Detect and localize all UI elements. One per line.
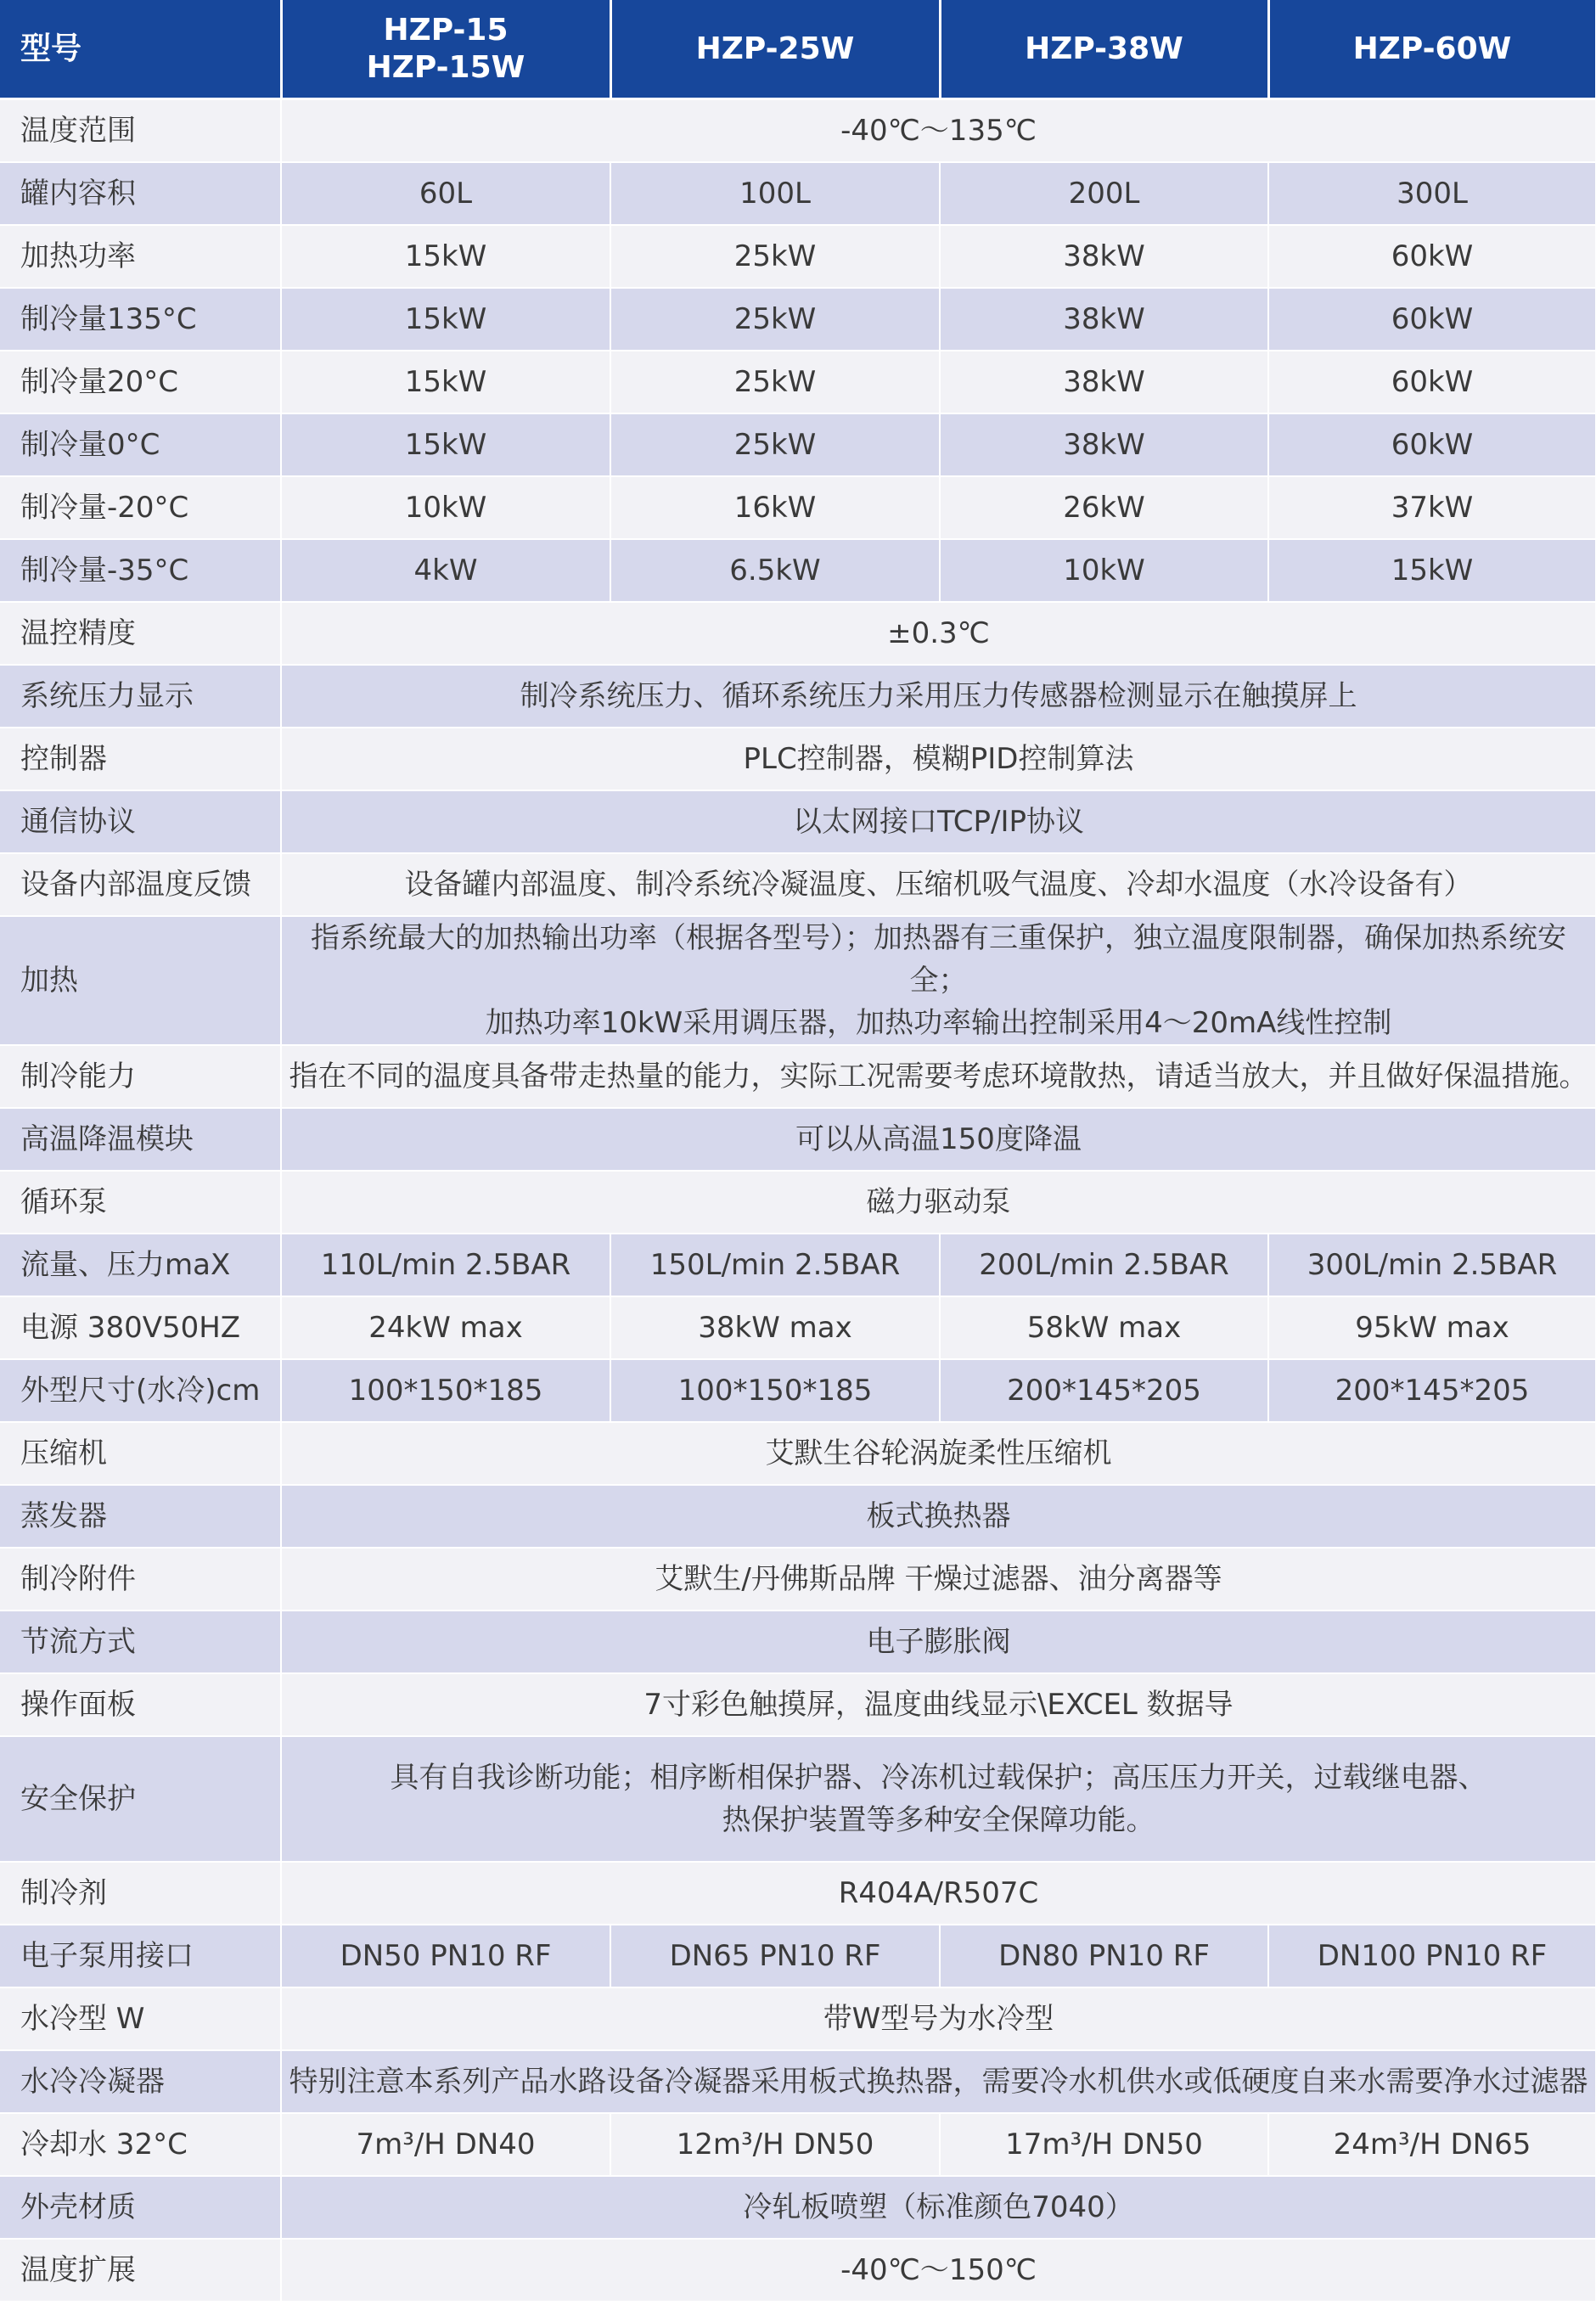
spec-value: 110L/min 2.5BAR: [281, 1234, 610, 1296]
table-row: [0, 602, 1596, 665]
spec-value: 24m³/H DN65: [1268, 2113, 1596, 2176]
spec-value: 25kW: [610, 288, 940, 351]
row-label: 电源 380V50HZ: [0, 1296, 281, 1359]
table-row: [0, 225, 1596, 288]
spec-value: DN80 PN10 RF: [940, 1925, 1268, 1987]
spec-value: 150L/min 2.5BAR: [610, 1234, 940, 1296]
spec-value: 可以从高温150度降温: [281, 1108, 1596, 1171]
table-row: [0, 99, 1596, 162]
row-label: 制冷量135°C: [0, 288, 281, 351]
table-row: [0, 351, 1596, 413]
spec-value: 200*145*205: [940, 1359, 1268, 1422]
spec-value: 4kW: [281, 539, 610, 602]
row-label: 水冷冷凝器: [0, 2050, 281, 2113]
spec-value: 25kW: [610, 225, 940, 288]
spec-value: 200*145*205: [1268, 1359, 1596, 1422]
table-row: [0, 728, 1596, 790]
table-row: [0, 665, 1596, 728]
table-row: [0, 1987, 1596, 2050]
table-row: [0, 1234, 1596, 1296]
table-row: [0, 413, 1596, 476]
model-header: HZP-38W: [940, 0, 1268, 99]
spec-value: 37kW: [1268, 476, 1596, 539]
row-label: 制冷剂: [0, 1862, 281, 1925]
model-label-header: 型号: [0, 0, 281, 99]
spec-value: ±0.3℃: [281, 602, 1596, 665]
table-row: [0, 476, 1596, 539]
spec-value: DN65 PN10 RF: [610, 1925, 940, 1987]
spec-value: 特别注意本系列产品水路设备冷凝器采用板式换热器，需要冷水机供水或低硬度自来水需要净水过滤器: [281, 2050, 1596, 2113]
table-row: [0, 1359, 1596, 1422]
spec-value: 艾默生/丹佛斯品牌 干燥过滤器、油分离器等: [281, 1548, 1596, 1611]
spec-value: 板式换热器: [281, 1485, 1596, 1548]
row-label: 循环泵: [0, 1171, 281, 1234]
row-label: 制冷能力: [0, 1045, 281, 1108]
row-label: 制冷附件: [0, 1548, 281, 1611]
table-row: [0, 539, 1596, 602]
row-label: 高温降温模块: [0, 1108, 281, 1171]
spec-value: 6.5kW: [610, 539, 940, 602]
spec-value: DN50 PN10 RF: [281, 1925, 610, 1987]
spec-value: 7m³/H DN40: [281, 2113, 610, 2176]
spec-value: 12m³/H DN50: [610, 2113, 940, 2176]
table-row: [0, 916, 1596, 1045]
spec-value: 25kW: [610, 413, 940, 476]
spec-value: 10kW: [281, 476, 610, 539]
spec-value: 60L: [281, 162, 610, 225]
spec-value: -40℃～135℃: [281, 99, 1596, 162]
row-label: 系统压力显示: [0, 665, 281, 728]
row-label: 温控精度: [0, 602, 281, 665]
row-label: 温度扩展: [0, 2239, 281, 2302]
spec-value: 15kW: [281, 413, 610, 476]
table-row: [0, 2050, 1596, 2113]
table-row: [0, 1045, 1596, 1108]
spec-value: -40℃～150℃: [281, 2239, 1596, 2302]
table-row: [0, 790, 1596, 853]
table-row: [0, 1736, 1596, 1862]
table-row: [0, 1296, 1596, 1359]
row-label: 外型尺寸(水冷)cm: [0, 1359, 281, 1422]
table-row: [0, 1422, 1596, 1485]
spec-value: PLC控制器，模糊PID控制算法: [281, 728, 1596, 790]
spec-value: 58kW max: [940, 1296, 1268, 1359]
spec-value: 60kW: [1268, 351, 1596, 413]
spec-value: 200L/min 2.5BAR: [940, 1234, 1268, 1296]
row-label: 加热: [0, 916, 281, 1045]
row-label: 冷却水 32°C: [0, 2113, 281, 2176]
model-header-text: HZP-15 HZP-15W: [366, 12, 525, 85]
spec-value: 指在不同的温度具备带走热量的能力，实际工况需要考虑环境散热，请适当放大，并且做好保温措施。: [281, 1045, 1596, 1108]
row-label: 节流方式: [0, 1611, 281, 1673]
row-label: 水冷型 W: [0, 1987, 281, 2050]
spec-value: 15kW: [281, 351, 610, 413]
spec-table-body: [0, 99, 1596, 2302]
spec-value: 以太网接口TCP/IP协议: [281, 790, 1596, 853]
table-row: [0, 1485, 1596, 1548]
row-label: 流量、压力maX: [0, 1234, 281, 1296]
row-label: 设备内部温度反馈: [0, 853, 281, 916]
spec-value: DN100 PN10 RF: [1268, 1925, 1596, 1987]
table-row: [0, 2176, 1596, 2239]
spec-value: 26kW: [940, 476, 1268, 539]
spec-value: 磁力驱动泵: [281, 1171, 1596, 1234]
row-label: 外壳材质: [0, 2176, 281, 2239]
table-row: [0, 162, 1596, 225]
spec-value: 300L/min 2.5BAR: [1268, 1234, 1596, 1296]
spec-value: 25kW: [610, 351, 940, 413]
spec-value: 具有自我诊断功能；相序断相保护器、冷冻机过载保护；高压压力开关，过载继电器、 热保护装置等多种安全保障功能。: [281, 1736, 1596, 1862]
table-row: [0, 853, 1596, 916]
table-row: [0, 1171, 1596, 1234]
spec-value: 7寸彩色触摸屏，温度曲线显示\EXCEL 数据导: [281, 1673, 1596, 1736]
spec-value: 10kW: [940, 539, 1268, 602]
spec-value: 95kW max: [1268, 1296, 1596, 1359]
row-label: 控制器: [0, 728, 281, 790]
table-row: [0, 288, 1596, 351]
spec-value: 24kW max: [281, 1296, 610, 1359]
model-header: HZP-25W: [610, 0, 940, 99]
row-label: 制冷量-35°C: [0, 539, 281, 602]
row-label: 电子泵用接口: [0, 1925, 281, 1987]
row-label: 蒸发器: [0, 1485, 281, 1548]
table-row: [0, 1611, 1596, 1673]
spec-value: 带W型号为水冷型: [281, 1987, 1596, 2050]
spec-value: 38kW: [940, 288, 1268, 351]
spec-value: 200L: [940, 162, 1268, 225]
spec-value: 设备罐内部温度、制冷系统冷凝温度、压缩机吸气温度、冷却水温度（水冷设备有）: [281, 853, 1596, 916]
row-label: 安全保护: [0, 1736, 281, 1862]
spec-value: 60kW: [1268, 225, 1596, 288]
spec-value: 100*150*185: [281, 1359, 610, 1422]
spec-value: 60kW: [1268, 413, 1596, 476]
row-label: 通信协议: [0, 790, 281, 853]
table-row: [0, 1548, 1596, 1611]
spec-value: 17m³/H DN50: [940, 2113, 1268, 2176]
table-row: [0, 2239, 1596, 2302]
table-row: [0, 1925, 1596, 1987]
spec-value: 60kW: [1268, 288, 1596, 351]
model-header: HZP-60W: [1268, 0, 1596, 99]
spec-value: 38kW: [940, 413, 1268, 476]
row-label: 制冷量20°C: [0, 351, 281, 413]
row-label: 压缩机: [0, 1422, 281, 1485]
spec-value: 制冷系统压力、循环系统压力采用压力传感器检测显示在触摸屏上: [281, 665, 1596, 728]
spec-table-header: [0, 0, 1596, 99]
spec-value: 38kW: [940, 351, 1268, 413]
spec-value: 38kW: [940, 225, 1268, 288]
spec-value: 300L: [1268, 162, 1596, 225]
model-header: [281, 0, 610, 99]
spec-value: R404A/R507C: [281, 1862, 1596, 1925]
spec-value: 100L: [610, 162, 940, 225]
spec-value: 100*150*185: [610, 1359, 940, 1422]
table-row: [0, 1108, 1596, 1171]
row-label: 制冷量-20°C: [0, 476, 281, 539]
row-label: 加热功率: [0, 225, 281, 288]
row-label: 温度范围: [0, 99, 281, 162]
spec-value: 15kW: [281, 225, 610, 288]
row-label: 罐内容积: [0, 162, 281, 225]
spec-value: 16kW: [610, 476, 940, 539]
spec-value: 15kW: [1268, 539, 1596, 602]
table-row: [0, 1673, 1596, 1736]
row-label: 操作面板: [0, 1673, 281, 1736]
spec-value: 15kW: [281, 288, 610, 351]
spec-value: 38kW max: [610, 1296, 940, 1359]
row-label: 制冷量0°C: [0, 413, 281, 476]
spec-value: 冷轧板喷塑（标准颜色7040）: [281, 2176, 1596, 2239]
header-row: [0, 0, 1596, 99]
table-row: [0, 1862, 1596, 1925]
spec-value: 艾默生谷轮涡旋柔性压缩机: [281, 1422, 1596, 1485]
table-row: [0, 2113, 1596, 2176]
spec-value: 电子膨胀阀: [281, 1611, 1596, 1673]
spec-value: 指系统最大的加热输出功率（根据各型号）；加热器有三重保护，独立温度限制器，确保加热系统安全； 加热功率10kW采用调压器，加热功率输出控制采用4～20mA线性控制: [281, 916, 1596, 1045]
